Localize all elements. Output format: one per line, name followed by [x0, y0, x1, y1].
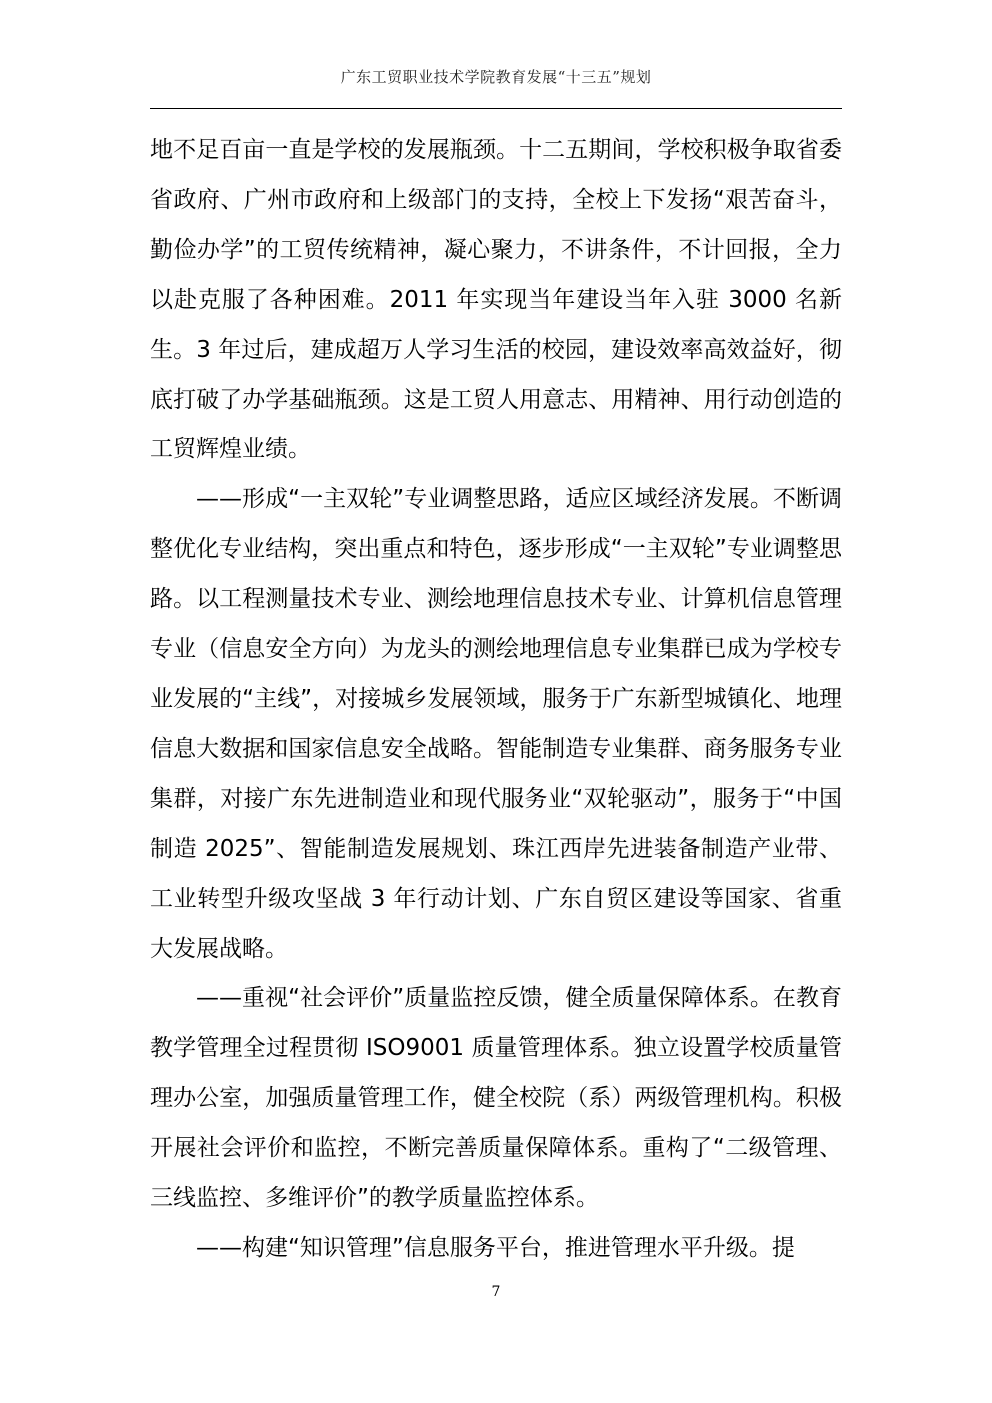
paragraph-continued: 地不足百亩一直是学校的发展瓶颈。十二五期间，学校积极争取省委省政府、广州市政府和上级部门的支持，全校上下发扬“艰苦奋斗，勤俭办学”的工贸传统精神，凝心聚力，不讲条件，不计回报，全力以赴克服了各种困难。2011 年实现当年建设当年入驻 3000 名新生。3 年过后，建成超万人学习生活的校园，建设效率高效益好，彻底打破了办学基础瓶颈。这是工贸人用意志、用精神、用行动创造的工贸辉煌业绩。 — [150, 137, 842, 463]
page-number: 7 — [491, 1284, 501, 1300]
page-header-title: 广东工贸职业技术学院教育发展“十三五”规划 — [340, 68, 652, 86]
paragraph-quality-assurance: ——重视“社会评价”质量监控反馈，健全质量保障体系。在教育教学管理全过程贯彻 ISO9001 质量管理体系。独立设置学校质量管理办公室，加强质量管理工作，健全校院（系）两级管理机构。积极开展社会评价和监控，不断完善质量保障体系。重构了“二级管理、三线监控、多维评价”的教学质量监控体系。 — [150, 985, 842, 1212]
paragraph-major-discipline: ——形成“一主双轮”专业调整思路，适应区域经济发展。不断调整优化专业结构，突出重点和特色，逐步形成“一主双轮”专业调整思路。以工程测量技术专业、测绘地理信息技术专业、计算机信息管理专业（信息安全方向）为龙头的测绘地理信息专业集群已成为学校专业发展的“主线”，对接城乡发展领域，服务于广东新型城镇化、地理信息大数据和国家信息安全战略。智能制造专业集群、商务服务专业集群，对接广东先进制造业和现代服务业“双轮驱动”，服务于“中国制造 2025”、智能制造发展规划、珠江西岸先进装备制造产业带、工业转型升级攻坚战 3 年行动计划、广东自贸区建设等国家、省重大发展战略。 — [150, 486, 842, 962]
header-divider — [150, 108, 842, 109]
paragraph-knowledge-management: ——构建“知识管理”信息服务平台，推进管理水平升级。提 — [196, 1234, 795, 1261]
body-text — [150, 126, 842, 1274]
